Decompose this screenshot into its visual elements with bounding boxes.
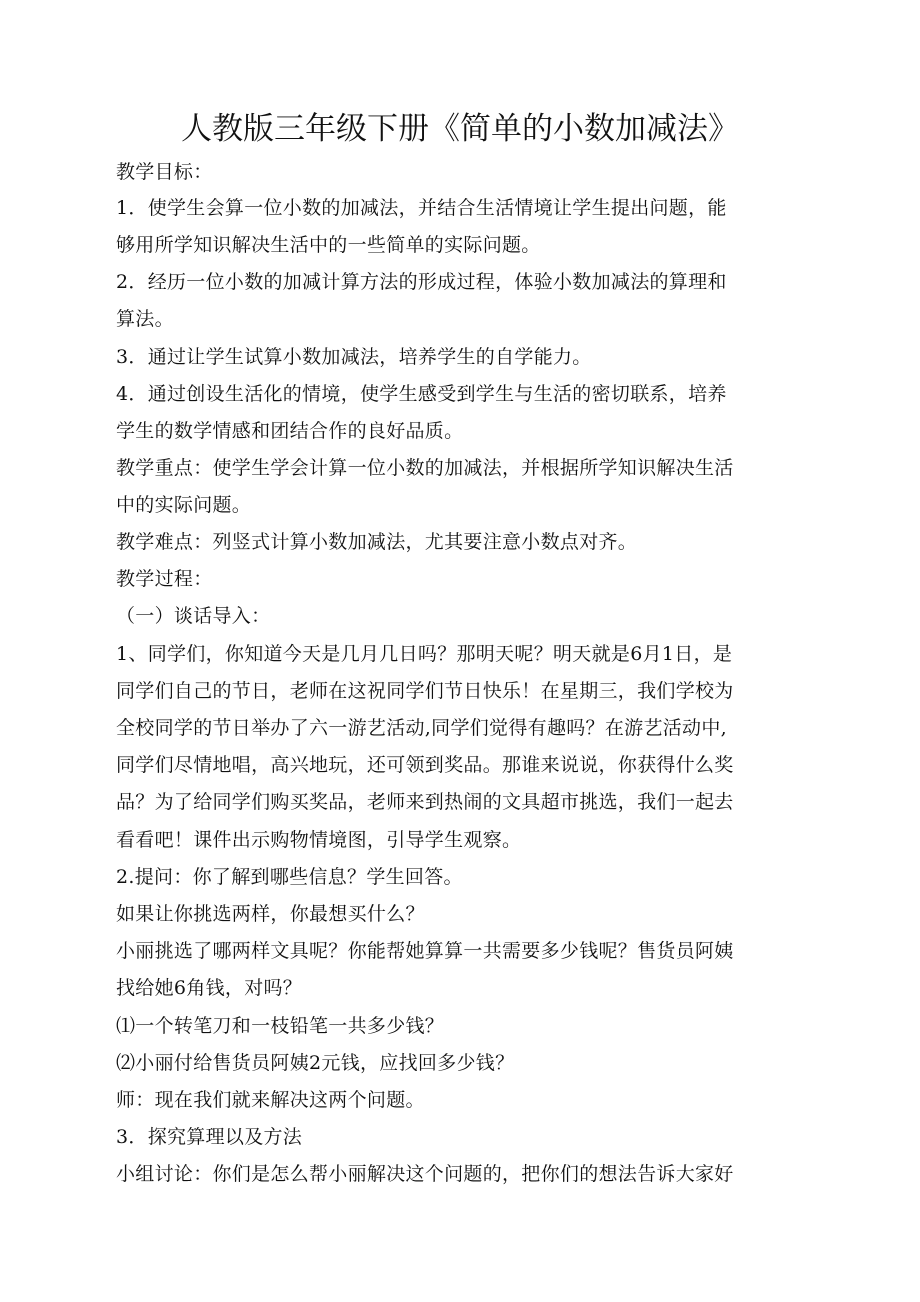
key-point-line-2: 中的实际问题。 (116, 494, 252, 516)
intro-paragraph-line-1: 1、同学们，你知道今天是几月几日吗？那明天呢？明天就是6月1日，是 (116, 643, 733, 665)
objective-3: 3．通过让学生试算小数加减法，培养学生的自学能力。 (116, 346, 592, 368)
question-prompt: 2.提问：你了解到哪些信息？学生回答。 (116, 866, 463, 888)
intro-paragraph-line-2: 同学们自己的节日，老师在这祝同学们节日快乐！在星期三，我们学校为 (116, 680, 734, 702)
objective-4-line-2: 学生的数学情感和团结合作的良好品质。 (116, 420, 464, 442)
problem-2: ⑵小丽付给售货员阿姨2元钱，应找回多少钱？ (116, 1052, 515, 1074)
problem-1: ⑴一个转笔刀和一枝铅笔一共多少钱？ (116, 1015, 445, 1037)
objective-4-line-1: 4．通过创设生活化的情境，使学生感受到学生与生活的密切联系，培养 (116, 383, 727, 405)
question-followup: 如果让你挑选两样，你最想买什么？ (116, 903, 425, 925)
key-point-line-1: 教学重点：使学生学会计算一位小数的加减法，并根据所学知识解决生活 (116, 457, 734, 479)
objective-1-line-1: 1．使学生会算一位小数的加减法，并结合生活情境让学生提出问题，能 (116, 197, 727, 219)
intro-paragraph-line-4: 同学们尽情地唱，高兴地玩，还可领到奖品。那谁来说说，你获得什么奖 (116, 754, 734, 776)
difficult-point: 教学难点：列竖式计算小数加减法，尤其要注意小数点对齐。 (116, 531, 638, 553)
intro-paragraph-line-3: 全校同学的节日举办了六一游艺活动,同学们觉得有趣吗？在游艺活动中, (116, 717, 727, 739)
teacher-remark: 师：现在我们就来解决这两个问题。 (116, 1089, 425, 1111)
objective-2-line-1: 2．经历一位小数的加减计算方法的形成过程，体验小数加减法的算理和 (116, 271, 727, 293)
xiaoli-question-line-2: 找给她6角钱，对吗？ (116, 977, 303, 999)
xiaoli-question-line-1: 小丽挑选了哪两样文具呢？你能帮她算算一共需要多少钱呢？售货员阿姨 (116, 940, 734, 962)
intro-paragraph-line-6: 看看吧！课件出示购物情境图，引导学生观察。 (116, 829, 522, 851)
objective-1-line-2: 够用所学知识解决生活中的一些简单的实际问题。 (116, 234, 541, 256)
objective-2-line-2: 算法。 (116, 308, 174, 330)
section-heading-process: 教学过程： (116, 568, 213, 590)
section-heading-objectives: 教学目标： (116, 161, 213, 183)
document-title: 人教版三年级下册《简单的小数加减法》 (181, 111, 739, 147)
intro-paragraph-line-5: 品？为了给同学们购买奖品，老师来到热闹的文具超市挑选，我们一起去 (116, 791, 734, 813)
step-3-heading: 3．探究算理以及方法 (116, 1126, 303, 1148)
group-discussion: 小组讨论：你们是怎么帮小丽解决这个问题的，把你们的想法告诉大家好 (116, 1163, 734, 1185)
subsection-intro: （一）谈话导入： (116, 605, 271, 627)
